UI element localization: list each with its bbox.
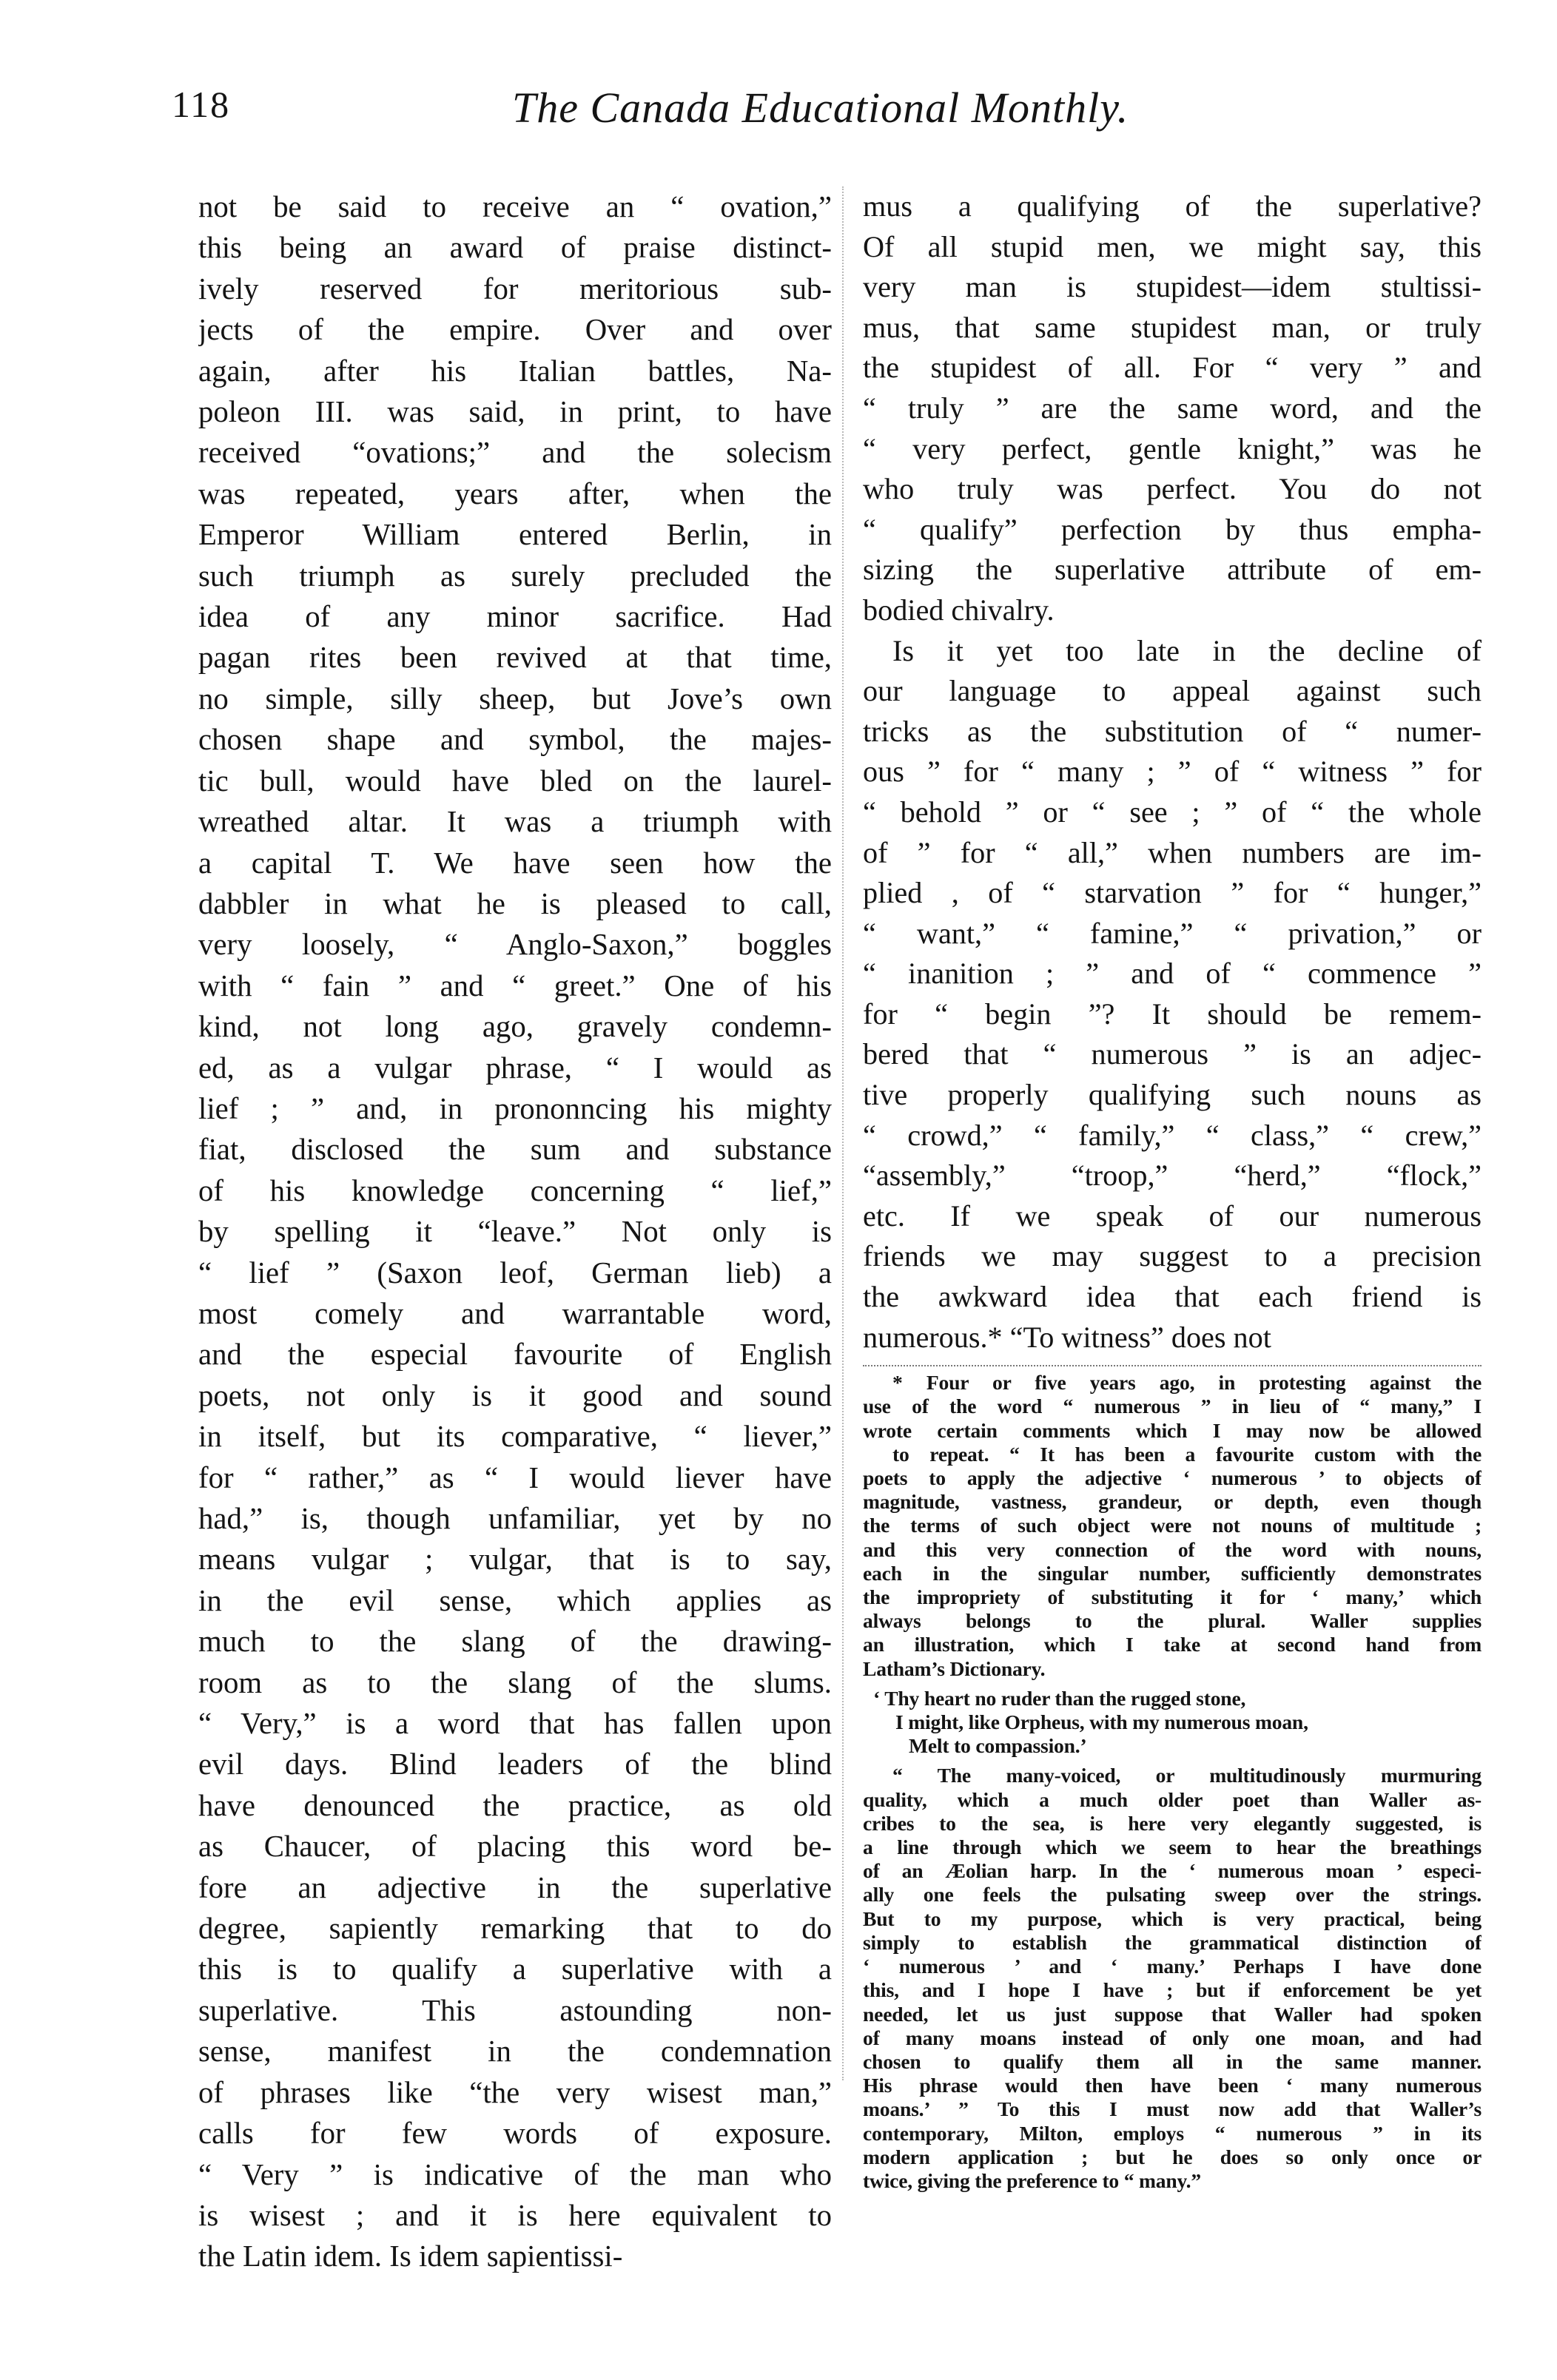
left-text-line: degree, sapiently remarking that to do [198, 1912, 832, 1946]
left-text-line: by spelling it “leave.” Not only is [198, 1215, 832, 1249]
right-text-line: friends we may suggest to a precision [863, 1239, 1482, 1273]
footnote-line: poets to apply the adjective ‘ numerous ’ to objects of [863, 1466, 1482, 1490]
left-text-line: kind, not long ago, gravely condemn- [198, 1010, 832, 1044]
running-title: The Canada Educational Monthly. [512, 84, 1129, 132]
left-text-line: chosen shape and symbol, the majes- [198, 723, 832, 757]
footnote-line: modern application ; but he does so only once or [863, 2145, 1482, 2168]
right-text-line: of ” for “ all,” when numbers are im- [863, 835, 1482, 869]
footnote-line: * Four or five years ago, in protesting against the [892, 1371, 1482, 1395]
footnote-verse [863, 1687, 1482, 1759]
right-text-line: who truly was perfect. You do not [863, 472, 1482, 506]
left-text-line: poleon III. was said, in print, to have [198, 395, 832, 429]
left-text-line: and the especial favourite of English [198, 1338, 832, 1372]
left-text-line: idea of any minor sacrifice. Had [198, 600, 832, 634]
footnote-line: chosen to qualify them all in the same manner. [863, 2049, 1482, 2073]
footnote-line: “ The many-voiced, or multitudinously murmuring [892, 1764, 1482, 1787]
right-text-line: mus, that same stupidest man, or truly [863, 310, 1482, 344]
footnote-line: each in the singular number, sufficiently demonstrates [863, 1561, 1482, 1585]
left-text-line: calls for few words of exposure. [198, 2117, 832, 2151]
verse-line: ‘ Thy heart no ruder than the rugged stone, [873, 1686, 1246, 1710]
left-text-line: much to the slang of the drawing- [198, 1625, 832, 1659]
right-text-line: tive properly qualifying such nouns as [863, 1078, 1482, 1112]
right-text-line: numerous.* “To witness” does not [863, 1320, 1271, 1354]
left-text-line: with “ fain ” and “ greet.” One of his [198, 968, 832, 1002]
right-text-line: our language to appeal against such [863, 674, 1482, 708]
verse-line: Melt to compassion.’ [909, 1734, 1087, 1758]
right-text-line: the stupidest of all. For “ very ” and [863, 351, 1482, 385]
left-text-line: a capital T. We have seen how the [198, 846, 832, 880]
right-text-line: ous ” for “ many ; ” of “ witness ” for [863, 755, 1482, 789]
right-column-text [863, 186, 1482, 1358]
right-text-line: etc. If we speak of our numerous [863, 1199, 1482, 1233]
left-text-line: sense, manifest in the condemnation [198, 2035, 832, 2069]
left-text-line: ed, as a vulgar phrase, “ I would as [198, 1051, 832, 1085]
footnote-line: use of the word “ numerous ” in lieu of “ many,” I [863, 1395, 1482, 1418]
left-text-line: very loosely, “ Anglo-Saxon,” boggles [198, 928, 832, 962]
footnote-line: of an Æolian harp. In the ‘ numerous moan ’ especi- [863, 1859, 1482, 1883]
left-text-line: most comely and warrantable word, [198, 1296, 832, 1330]
left-text-line: such triumph as surely precluded the [198, 559, 832, 593]
footnote-line: needed, let us just suppose that Waller had spoken [863, 2002, 1482, 2026]
footnote-line: quality, which a much older poet than Waller as- [863, 1787, 1482, 1811]
left-text-line: “ Very ” is indicative of the man who [198, 2157, 832, 2191]
right-text-line: tricks as the substitution of “ numer- [863, 714, 1482, 748]
left-text-line: of phrases like “the very wisest man,” [198, 2075, 832, 2109]
right-text-line: for “ begin ”? It should be remem- [863, 997, 1482, 1031]
footnote-text [863, 1371, 1482, 1681]
footnote-line: But to my purpose, which is very practical, being [863, 1907, 1482, 1930]
footnote-line: this, and I hope I have ; but if enforcement be yet [863, 1978, 1482, 2002]
left-column [198, 186, 832, 2277]
left-text-line: the Latin idem. Is idem sapientissi- [198, 2239, 623, 2273]
right-text-line: “ crowd,” “ family,” “ class,” “ crew,” [863, 1118, 1482, 1152]
footnote-line: wrote certain comments which I may now be allowed [863, 1418, 1482, 1442]
left-text-line: jects of the empire. Over and over [198, 313, 832, 347]
footnote-line: to repeat. “ It has been a favourite custom with the [892, 1442, 1482, 1466]
left-text-line: again, after his Italian battles, Na- [198, 354, 832, 388]
left-text-line: “ lief ” (Saxon leof, German lieb) a [198, 1255, 832, 1290]
footnote-line: the impropriety of substituting it for ‘ many,’ which [863, 1585, 1482, 1609]
left-text-line: tic bull, would have bled on the laurel- [198, 763, 832, 798]
right-text-line: Is it yet too late in the decline of [892, 633, 1482, 667]
left-text-line: “ Very,” is a word that has fallen upon [198, 1707, 832, 1741]
footnote-line: magnitude, vastness, grandeur, or depth, even though [863, 1490, 1482, 1514]
left-text-line: no simple, silly sheep, but Jove’s own [198, 681, 832, 715]
left-text-line: fore an adjective in the superlative [198, 1870, 832, 1904]
right-text-line: the awkward idea that each friend is [863, 1280, 1482, 1314]
right-text-line: bered that “ numerous ” is an adjec- [863, 1037, 1482, 1071]
left-text-line: in the evil sense, which applies as [198, 1583, 832, 1617]
left-text-line: for “ rather,” as “ I would liever have [198, 1460, 832, 1494]
footnote-line: the terms of such object were not nouns of multitude ; [863, 1514, 1482, 1537]
footnote-line: contemporary, Milton, employs “ numerous ” in its [863, 2121, 1482, 2145]
footnote-line: simply to establish the grammatical distinction of [863, 1930, 1482, 1954]
left-text-line: not be said to receive an “ ovation,” [198, 190, 832, 223]
right-text-line: very man is stupidest—idem stultissi- [863, 270, 1482, 304]
footnote-line: Latham’s Dictionary. [863, 1656, 1046, 1680]
page-number: 118 [172, 84, 231, 125]
left-text-line: room as to the slang of the slums. [198, 1665, 832, 1699]
footnotes [863, 1371, 1482, 2193]
right-text-line: “ inanition ; ” and of “ commence ” [863, 957, 1482, 991]
footnote-line: of many moans instead of only one moan, and had [863, 2026, 1482, 2049]
left-text-line: poets, not only is it good and sound [198, 1378, 832, 1412]
right-text-line: plied , of “ starvation ” for “ hunger,” [863, 876, 1482, 910]
left-text-line: was repeated, years after, when the [198, 476, 832, 510]
column-divider [842, 186, 844, 2080]
left-text-line: had,” is, though unfamiliar, yet by no [198, 1502, 832, 1535]
footnote-continuation [863, 1764, 1482, 2193]
right-text-line: “ very perfect, gentle knight,” was he [863, 431, 1482, 465]
right-text-line: “ truly ” are the same word, and the [863, 391, 1482, 425]
left-text-line: pagan rites been revived at that time, [198, 641, 832, 675]
footnote-line: twice, giving the preference to “ many.” [863, 2168, 1201, 2192]
left-text-line: received “ovations;” and the solecism [198, 436, 832, 470]
footnote-rule [863, 1365, 1482, 1366]
left-text-line: ively reserved for meritorious sub- [198, 272, 832, 306]
left-text-line: this is to qualify a superlative with a [198, 1952, 832, 1986]
right-column [863, 186, 1482, 2193]
right-text-line: mus a qualifying of the superlative? [863, 189, 1482, 223]
left-text-line: wreathed altar. It was a triumph with [198, 805, 832, 839]
right-text-line: Of all stupid men, we might say, this [863, 229, 1482, 263]
footnote-line: ‘ numerous ’ and ‘ many.’ Perhaps I have done [863, 1955, 1482, 1978]
left-text-line: this being an award of praise distinct- [198, 231, 832, 265]
verse-line: I might, like Orpheus, with my numerous moan, [895, 1710, 1308, 1734]
right-text-line: bodied chivalry. [863, 593, 1055, 627]
left-text-line: evil days. Blind leaders of the blind [198, 1747, 832, 1781]
left-text-line: fiat, disclosed the sum and substance [198, 1133, 832, 1167]
left-text-line: lief ; ” and, in prononncing his mighty [198, 1091, 832, 1125]
footnote-line: an illustration, which I take at second hand from [863, 1633, 1482, 1656]
footnote-line: ally one feels the pulsating sweep over the strings. [863, 1883, 1482, 1907]
left-text-line: Emperor William entered Berlin, in [198, 518, 832, 552]
left-text-line: as Chaucer, of placing this word be- [198, 1830, 832, 1864]
footnote-line: and this very connection of the word with nouns, [863, 1537, 1482, 1561]
footnote-line: moans.’ ” To this I must now add that Waller’s [863, 2097, 1482, 2121]
right-text-line: sizing the superlative attribute of em- [863, 553, 1482, 587]
left-text-line: is wisest ; and it is here equivalent to [198, 2198, 832, 2232]
left-text-line: have denounced the practice, as old [198, 1788, 832, 1822]
right-text-line: “assembly,” “troop,” “herd,” “flock,” [863, 1159, 1482, 1193]
footnote-line: a line through which we seem to hear the breathings [863, 1835, 1482, 1859]
left-text-line: means vulgar ; vulgar, that is to say, [198, 1543, 832, 1577]
right-text-line: “ behold ” or “ see ; ” of “ the whole [863, 795, 1482, 829]
right-text-line: “ qualify” perfection by thus empha- [863, 512, 1482, 546]
left-text-line: of his knowledge concerning “ lief,” [198, 1173, 832, 1207]
left-text-line: dabbler in what he is pleased to call, [198, 886, 832, 920]
footnote-line: always belongs to the plural. Waller supplies [863, 1609, 1482, 1633]
right-text-line: “ want,” “ famine,” “ privation,” or [863, 916, 1482, 950]
left-text-line: in itself, but its comparative, “ liever,” [198, 1420, 832, 1454]
page-header [172, 83, 1385, 142]
footnote-line: His phrase would then have been ‘ many numerous [863, 2074, 1482, 2097]
left-text-line: superlative. This astounding non- [198, 1993, 832, 2027]
footnote-line: cribes to the sea, is here very elegantly suggested, is [863, 1811, 1482, 1835]
